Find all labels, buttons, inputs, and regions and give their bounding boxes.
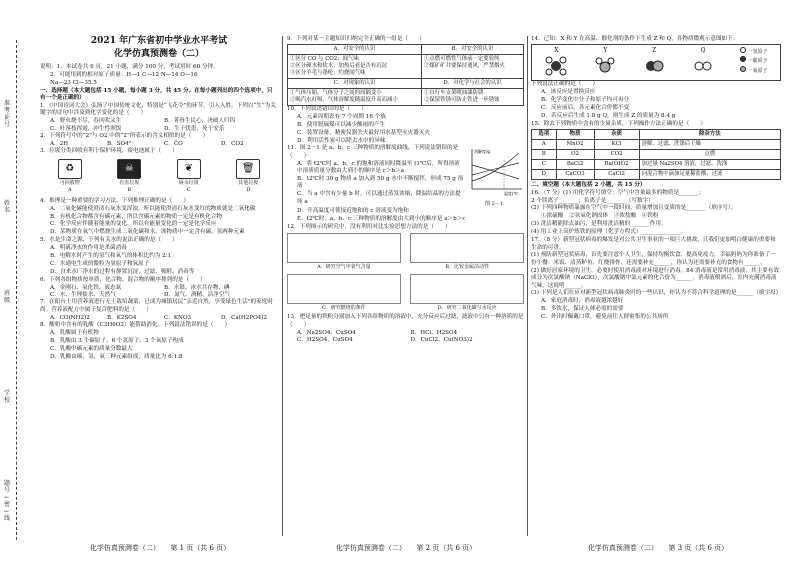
option: C．叶落枝挥霞，冲生性照饭	[50, 125, 122, 132]
question-2: 2．下列符号中的“2”与 O2 中的“2”所表示的含义相似的是（ ）	[40, 133, 209, 140]
question-7: 7．在阳台上用营养液进行无土栽培蔬菜，已成为城镇居民“亲近自然，享受绿色生活”的家庭时尚。营养液配方中属于复合肥料的是（ ）	[40, 299, 274, 313]
co2-water-apparatus	[410, 274, 524, 304]
question-14: 14．已知：X 和 Y 在高温、催化剂的条件下生成 Z 和 Q，各物质微观示意图如下：	[531, 36, 739, 42]
question-9: 9．下列对某一主题知识归纳完全正确的一组是（ ）	[287, 36, 425, 42]
table-cell: ①自行车支架喷油漆防锈 ②保留铁锈可防止铁进一步锈蚀	[422, 88, 524, 105]
hazardous-waste-icon: ☠ 有害垃圾 B	[117, 159, 141, 195]
option: C．C̄O	[164, 141, 183, 148]
binding-label-seal: 题号 ← 密 ← 线	[4, 480, 11, 522]
experiment-figures: C．研究燃烧的条件 D．研究二氧化碳与水反应	[287, 274, 524, 312]
svg-text:溶解度/g: 溶解度/g	[474, 149, 490, 155]
question-15: 15．除去下列物质中含有的少量杂质，下列操作方法正确的是（ ）	[531, 120, 706, 127]
option: A．野火烧不尽，春风吹又生	[50, 118, 122, 125]
exam-subtitle: 化学仿真预测卷（二）	[113, 49, 204, 59]
question-16-line: (4) 用工业上高炉炼铁的原理（化学方程式）______________。	[531, 229, 687, 236]
option: C．当 a 中含有少量 b 时，可以通过蒸发浓缩、降温结晶的方法提纯 a	[297, 191, 461, 205]
combustion-apparatus	[287, 274, 401, 304]
option: A．乳酸属于有机物	[50, 330, 99, 337]
option: A．元素周期表有 7 个周期 16 个族	[297, 113, 386, 120]
metal-activity-apparatus	[410, 233, 524, 263]
experiment-figures: A．研究空气中氧气含量 B．比较金属活动性	[287, 233, 524, 271]
binding-label-school: 学校	[4, 390, 11, 404]
svg-text:温度/℃: 温度/℃	[504, 191, 518, 197]
table-row: B O2 CO2 点燃	[532, 149, 781, 159]
figure-caption: 图 2－1	[485, 200, 503, 207]
kitchen-waste-icon: ❦ 厨余垃圾 C	[177, 159, 201, 195]
option: D．CO2	[221, 141, 244, 148]
section-heading: 一、选择题（本大题包括 15 小题，每小题 3 分，共 45 分。在每小题列出的四个选项中，只有一个是正确的）	[40, 87, 273, 102]
option: D．若反应后生成 1.8 g Q，则生成 Z 的质量为 8.4 g	[541, 112, 676, 119]
section-heading: 二、填空题（本大题包括 2 小题，共 15 分）	[531, 181, 646, 188]
binding-dashed-line	[16, 40, 17, 540]
page-column-2	[287, 36, 524, 344]
option: A．CO(NH2)2	[50, 314, 90, 321]
page-column-1	[40, 36, 278, 362]
option: A．二氧化碳能使澄清石灰水变浑浊，所以能使澄清石灰水变红的物质就是二氧化碳	[50, 205, 256, 212]
question-4: 4．推理是一种重要的学习方法，下列推理正确的是（ ）	[40, 197, 189, 204]
option: A．家庭消毒时，消毒液越浓越好	[541, 298, 624, 305]
option: D．某物质在氧气中燃烧生成二氧化碳和水，该物质中一定含有碳、氢两种元素	[50, 229, 245, 236]
other-waste-icon: 🗑 其他垃圾 D	[236, 159, 260, 195]
question-16-line: (2) 下列四种物质暴露在空气中一段时间，质量增加且变质的是_______（填序号）。	[531, 205, 737, 212]
question-6: 6．下列各组物质按单质、化合物、混合物的顺序排列的是（ ）	[40, 276, 206, 283]
question-17-line: (3) 下列是人们在应对新型冠状病毒肺炎时的一些认识，你认为不符合科学道理的是______（填字母）	[531, 290, 782, 297]
option: C．反应前后，各元素化合价都不变	[541, 105, 630, 112]
option: D．氮气、酒精、洁净空气	[164, 292, 231, 299]
oxygen-content-apparatus	[287, 233, 401, 263]
option: D．乳酸由碳、氢、氧三种元素组成，质量比为 6:1:8	[50, 353, 183, 360]
option: B．t2℃时 30 g 物质 a 加入到 50 g 水中不断搅拌，形成 75 g 溶液	[297, 176, 464, 190]
option: B．SO4²⁻	[107, 141, 134, 148]
option: B．K2SO4	[107, 314, 137, 321]
binding-label-exam-number: 准考证号	[4, 100, 11, 128]
question-8: 8．酸奶中含有的乳酸（C3H6O3）能帮助消化。下列说法错误的是（ ）	[40, 322, 231, 329]
table-header: 杂质	[594, 129, 639, 139]
option: C．H2SO4、CuSO4	[297, 337, 353, 343]
page-column-3	[531, 36, 781, 322]
option: C．装置设备，精密仪器失火最好用水基型灭火器灭火	[297, 129, 430, 136]
option: D．Ca(H2PO4)2	[221, 314, 267, 321]
page-footer: 化学仿真预测卷（二） 第 1 页（共 6 页）	[89, 544, 231, 552]
question-10: 10．下列叙述错误的是（ ）	[287, 105, 367, 112]
column-divider	[282, 36, 283, 536]
option: B．有机化合物都含有碳元素，所以含碳元素的物质一定是有机化合物	[50, 213, 222, 220]
option: B．化学变化中分子和原子均可再分	[541, 97, 630, 104]
option: B．菁眷生民心，决破人归钨	[164, 118, 236, 125]
binding-label-class: 班级	[4, 290, 11, 304]
molecule-diagram: X Y Z Q 一氢原子 一碳原子 一氧原子	[531, 44, 781, 81]
legend-oxygen: 一氧原子	[740, 66, 768, 75]
question-5: 5．水是生命之源，下列有关水的说法正确的是（ ）	[40, 237, 178, 244]
question-17: 17．（8 分）新型冠状病毒的爆发是对公共卫生事业的一项巨大挑战，让我们更加明白健康的重要和生命的可贵。	[531, 237, 776, 251]
option: A．金刚石、氧化铁、液态氮	[50, 284, 122, 291]
table-header: 选项	[532, 129, 557, 139]
option: A．明矾净水的作用是杀菌消毒	[50, 245, 127, 252]
table-cell: D．对化学与社会的认识	[422, 78, 524, 88]
option: D．CuCl2、Cu(NO3)2	[410, 337, 473, 343]
question-16: 16．（7 分）(1) 用化学符号填空：空气中含量最多的物质是_______；	[531, 189, 705, 196]
question-15-table	[531, 129, 781, 180]
option: A．Na2SO4、CuSO4	[297, 329, 356, 336]
table-cell: B．对安全的认识	[422, 44, 524, 54]
option: B．多饮水，保证人体必需的需要	[541, 306, 624, 313]
question-16-line: (3) 洗洁精能除去油污，是利用洗洁精的_______作用。	[531, 221, 667, 228]
legend-carbon: 一碳原子	[740, 56, 768, 65]
table-cell: ①气体压缩，气体分子之间的间隔变小 ②喝汽水打嗝，气体溶解度随温度升高而减小	[288, 88, 422, 105]
option: C．乳酸中碳元素的质量分数最大	[50, 345, 133, 352]
option: D．利用活性炭可以除去水中的异味	[297, 137, 386, 144]
page-footer: 化学仿真预测卷（二） 第 2 页（共 6 页）	[335, 544, 477, 552]
option: B．电解水时产生的氢气和氧气的体积比约为 2:1	[50, 253, 172, 260]
question-11: 11．图 2－1 是 a、b、c 三种物质的溶解度曲线，下列说法错误的是（ ）	[287, 145, 459, 159]
exam-note: Na—23 Cl—35.5	[50, 79, 97, 86]
question-3: 3．垃圾分类回收有利于保护环境，废电池属于（ ）	[40, 148, 178, 155]
option: C．水、生理盐水、天然气	[50, 292, 116, 299]
question-1: 1．《中国诗词大会》弘扬了中国传统文化，特别是“飞花令”的环节，引人入胜。下列以“生”为关键字的诗句中涉及到化学变化的是（ ）	[40, 103, 276, 117]
table-row: D CaCO3 CaCl2 向混合物中滴加足量稀盐酸、过滤	[532, 169, 781, 179]
recycling-icons	[40, 159, 278, 195]
table-cell: A．对安全的认识	[288, 44, 422, 54]
binding-label-name: 姓名	[4, 200, 11, 214]
option: E．t2℃时，a、b、c 三种物质的溶解度由大到小的顺序是 a＞b＞c	[297, 216, 466, 223]
option: D．自来水厂净水的过程有静置沉淀、过滤、吸附、消毒等	[50, 268, 195, 275]
question-12: 12．下列图示的研究中，没有利用对比实验思想方法的是（ ）	[287, 224, 451, 231]
table-header: 除杂方法	[639, 129, 780, 139]
option: D．升高温度可使接近饱和的 c 溶液变为饱和	[297, 208, 409, 215]
question-16-line: ①浓硫酸 ②氢氧化钠固体 ③浓盐酸 ④铁粉	[541, 213, 659, 220]
option: B．乳酸由 3 个碳原子、6 个氢原子、3 个氧原子构成	[50, 338, 184, 344]
legend-hydrogen: 一氢原子	[740, 47, 768, 56]
option: A．该反应是置换反应	[541, 89, 596, 96]
recyclable-icon: ♻ 可回收物 A	[58, 159, 82, 195]
question-14-stem: 下列说法正确的是（ ）	[531, 81, 599, 88]
question-16-line: 2 个镁离子_______；负离子是_______（写数字）	[531, 197, 654, 204]
page-footer: 化学仿真预测卷（二） 第 3 页（共 6 页）	[587, 544, 729, 552]
option: B．使用脱硫煤可以减少酸雨的产生	[297, 121, 386, 128]
option: B．HCl、H2SO4	[410, 329, 458, 336]
exam-note: 2．可能用到的相对原子质量：H—1 C—12 N—14 O—16	[50, 71, 198, 78]
solubility-figure	[464, 145, 524, 208]
column-divider	[527, 36, 528, 536]
option: C．外出时佩戴口罩，避免前往人群密集的公共场所	[541, 314, 669, 321]
table-cell: ①点燃可燃性气体前一定要验纯 ②煤矿矿井要保持通风，严禁烟火	[422, 54, 524, 78]
option: A．将 t2℃时 a、b、c 的饱和溶液同时降温至 t1℃后，所得溶液中溶质质量分数由大到小的顺序是 c＞b＞a	[297, 160, 460, 175]
option: C．水通电生成的微粒为氢原子和氧原子	[50, 260, 150, 267]
table-header: 物质	[556, 129, 594, 139]
table-row: A MnO2 KCl 溶解、过滤、洗涤后干燥	[532, 139, 781, 149]
option: B．水银、冰水共存物、碘	[164, 284, 230, 291]
question-13: 13．把足量的铁粉分别加入下列各组物质的溶液中，充分反应后过滤，滤液中只有一种溶质的是（ ）	[287, 314, 524, 328]
exam-title: 2021 年广东省初中学业水平考试	[90, 36, 228, 46]
question-17-line: (2) 做好居家环境的卫生，必要时使用消毒液对环境进行消毒。84 消毒液是常用消毒液，其主要有效成分为次氯酸钠（NaClO），次氯酸钠中氯元素的化合价为______。消毒液喷洒后，室内充满消毒液气味，这说明______。	[531, 267, 779, 289]
exam-note: 说明：1．本试卷共 6 页，21 小题，满分 100 分，考试用时 60 分钟。	[40, 64, 219, 70]
option: C．KNO3	[164, 314, 192, 321]
question-17-line: (1) 预防新型冠状病毒，首先要注意个人卫生，保持均衡饮食，提高免疫力。幸福妈妈为你准备了一份午餐：米饭、清蒸鲈鱼、红烧排骨，还需要补充______，你认为还需要补充的食物有______。	[531, 252, 776, 266]
table-cell: ①区分 CO 与 CO2：闻气味 ②区分硬水和软水：加热后看是否有沉淀 ③区分羊毛与涤纶：灼烧闻气味	[288, 54, 422, 78]
option: A．2H	[50, 141, 69, 148]
table-row: C BaCl2 Ba(OH)2 加过量 Na2SO4 溶液，过滤、洗涤	[532, 159, 781, 169]
question-9-table	[287, 44, 524, 106]
option: D．生于忧患，死于安乐	[164, 125, 225, 132]
option: C．化学反应伴随着能量的变化，所以有能量变化的一定是化学反应	[50, 221, 217, 228]
table-cell: C．对现象的认识	[288, 78, 422, 88]
binding-margin	[2, 40, 24, 540]
